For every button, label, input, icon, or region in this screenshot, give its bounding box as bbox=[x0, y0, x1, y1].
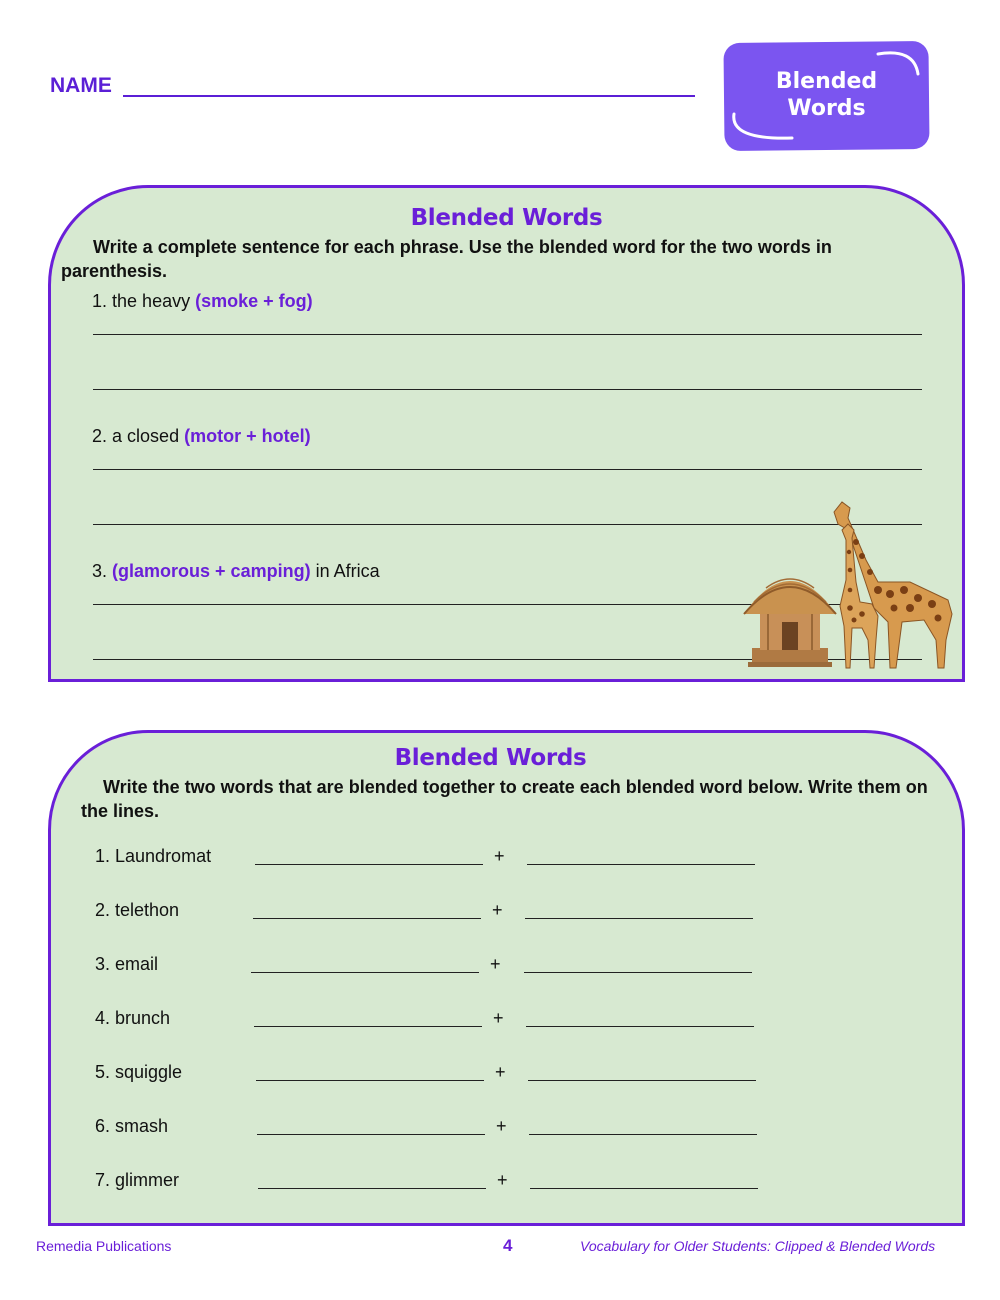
section2-title: Blended Words bbox=[394, 745, 587, 771]
name-line[interactable] bbox=[123, 95, 695, 97]
blended-word-2: 2. telethon bbox=[95, 900, 180, 920]
plus-sign: + bbox=[493, 1008, 504, 1028]
footer-page-number: 4 bbox=[503, 1236, 513, 1255]
blended-word-3: 3. email bbox=[95, 954, 159, 974]
section2-instructions: Write the two words that are blended together to create each blended word below. Write them on the lines. bbox=[81, 777, 928, 821]
phrase-highlight: (motor + hotel) bbox=[184, 426, 311, 446]
part-line-7b[interactable] bbox=[530, 1188, 758, 1189]
blended-word-5: 5. squiggle bbox=[95, 1062, 183, 1082]
part-line-5b[interactable] bbox=[528, 1080, 756, 1081]
plus-sign: + bbox=[492, 900, 503, 920]
part-line-5a[interactable] bbox=[256, 1080, 484, 1081]
sentence-item-3: 3. (glamorous + camping) in Africa bbox=[92, 561, 380, 581]
badge-line-2: Words bbox=[787, 96, 866, 121]
badge-text bbox=[724, 68, 929, 122]
part-line-4b[interactable] bbox=[526, 1026, 754, 1027]
blended-parts-section bbox=[48, 730, 965, 1226]
hut-icon bbox=[744, 579, 836, 667]
part-line-4a[interactable] bbox=[254, 1026, 482, 1027]
part-line-6a[interactable] bbox=[257, 1134, 485, 1135]
part-line-2b[interactable] bbox=[525, 918, 753, 919]
part-line-3b[interactable] bbox=[524, 972, 752, 973]
plus-sign: + bbox=[497, 1170, 508, 1190]
answer-line-2a[interactable] bbox=[93, 469, 922, 470]
plus-sign: + bbox=[494, 846, 505, 866]
plus-sign: + bbox=[490, 954, 501, 974]
blended-word-1: 1. Laundromat bbox=[95, 846, 212, 866]
part-line-6b[interactable] bbox=[529, 1134, 757, 1135]
section1-title: Blended Words bbox=[410, 205, 603, 231]
blended-word-7: 7. glimmer bbox=[95, 1170, 180, 1190]
footer-book-title: Vocabulary for Older Students: Clipped & Blended Words bbox=[580, 1238, 936, 1254]
name-label: NAME bbox=[50, 74, 112, 97]
part-line-7a[interactable] bbox=[258, 1188, 486, 1189]
part-line-1a[interactable] bbox=[255, 864, 483, 865]
part-line-3a[interactable] bbox=[251, 972, 479, 973]
sentence-item-1: 1. the heavy (smoke + fog) bbox=[92, 291, 313, 311]
title-badge bbox=[724, 42, 929, 152]
plus-sign: + bbox=[495, 1062, 506, 1082]
sentence-item-2: 2. a closed (motor + hotel) bbox=[92, 426, 311, 446]
part-line-2a[interactable] bbox=[253, 918, 481, 919]
badge-line-1: Blended bbox=[775, 69, 878, 94]
phrase-highlight: (glamorous + camping) bbox=[112, 561, 311, 581]
answer-line-1b[interactable] bbox=[93, 389, 922, 390]
hut-giraffes-illustration bbox=[738, 490, 963, 680]
answer-line-1a[interactable] bbox=[93, 334, 922, 335]
name-row bbox=[50, 72, 700, 102]
blended-word-6: 6. smash bbox=[95, 1116, 169, 1136]
part-line-1b[interactable] bbox=[527, 864, 755, 865]
section1-instructions: Write a complete sentence for each phrase. Use the blended word for the two words in parenthesis. bbox=[61, 237, 832, 281]
footer-publisher: Remedia Publications bbox=[36, 1238, 172, 1254]
phrase-highlight: (smoke + fog) bbox=[195, 291, 313, 311]
plus-sign: + bbox=[496, 1116, 507, 1136]
blended-word-4: 4. brunch bbox=[95, 1008, 171, 1028]
